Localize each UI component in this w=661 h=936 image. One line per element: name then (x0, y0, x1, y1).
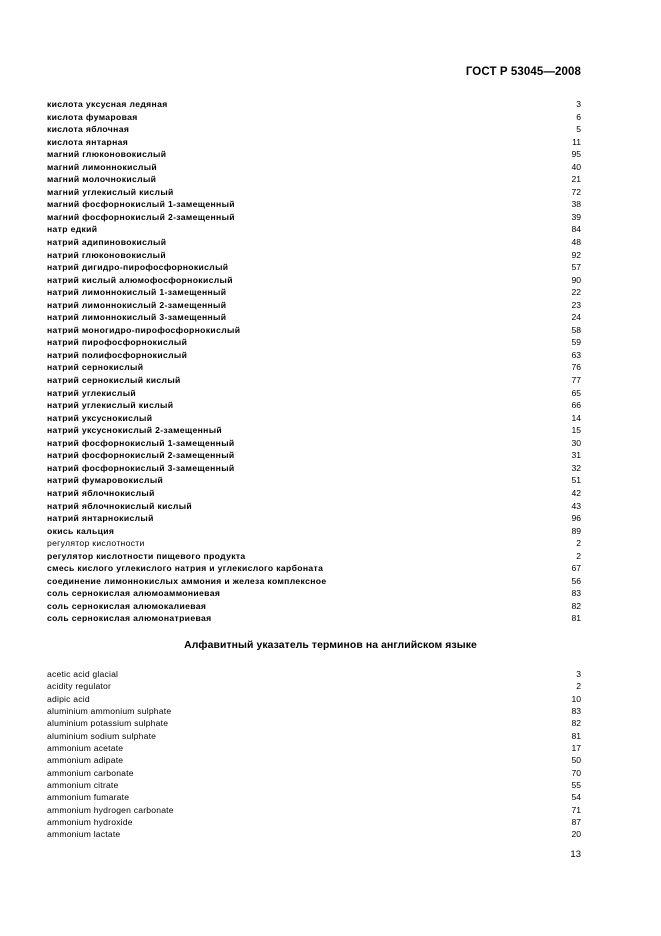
ru-index-term: натрий углекислый кислый (47, 400, 174, 411)
ru-index-page-ref: 95 (571, 149, 581, 160)
ru-index-term: натрий сернокислый кислый (47, 375, 181, 386)
ru-index-row (47, 336, 581, 349)
en-index-term: ammonium citrate (47, 780, 119, 791)
ru-index-term: натрий уксуснокислый (47, 412, 153, 423)
ru-index-row (47, 136, 581, 149)
ru-index-row (47, 512, 581, 525)
ru-index-term: магний лимоннокислый (47, 161, 158, 172)
ru-index-page-ref: 32 (571, 462, 581, 473)
ru-index-row (47, 286, 581, 299)
en-index-row (47, 717, 581, 729)
ru-index-term: соль сернокислая алюмоаммониевая (47, 588, 221, 599)
ru-index-term: натрий адипиновокислый (47, 237, 167, 248)
ru-index-term: натрий фосфорнокислый 2-замещенный (47, 450, 235, 461)
ru-index-term: натрий сернокислый (47, 362, 144, 373)
ru-index-term: натрий яблочнокислый кислый (47, 500, 193, 511)
ru-index-term: натрий моногидро-пирофосфорнокислый (47, 324, 241, 335)
page-number: 13 (570, 849, 581, 860)
ru-index-row (47, 148, 581, 161)
ru-index-page-ref: 38 (571, 199, 581, 210)
english-index-heading: Алфавитный указатель терминов на английском языке (184, 640, 477, 651)
en-index-page-ref: 70 (571, 767, 581, 778)
en-index-term: acidity regulator (47, 681, 112, 692)
en-index-term: aluminium sodium sulphate (47, 730, 157, 741)
ru-index-row (47, 500, 581, 513)
ru-index-page-ref: 90 (571, 274, 581, 285)
ru-index-term: магний фосфорнокислый 2-замещенный (47, 211, 235, 222)
ru-index-term: натр едкий (47, 224, 98, 235)
en-index-page-ref: 81 (571, 730, 581, 741)
ru-index-row (47, 612, 581, 625)
ru-index-term: натрий яблочнокислый (47, 487, 155, 498)
en-index-page-ref: 87 (571, 817, 581, 828)
ru-index-page-ref: 83 (571, 588, 581, 599)
ru-index-page-ref: 3 (576, 99, 581, 109)
ru-index-term: магний фосфорнокислый 1-замещенный (47, 199, 235, 210)
ru-index-row (47, 274, 581, 287)
ru-index-page-ref: 2 (576, 538, 581, 549)
ru-index-row (47, 198, 581, 211)
ru-index-page-ref: 30 (571, 437, 581, 448)
ru-index-page-ref: 42 (571, 487, 581, 498)
en-index-page-ref: 17 (571, 743, 581, 754)
ru-index-row (47, 550, 581, 563)
ru-index-row (47, 399, 581, 412)
ru-index-page-ref: 77 (571, 375, 581, 386)
ru-index-page-ref: 81 (571, 613, 581, 624)
en-index-row (47, 767, 581, 779)
ru-index-page-ref: 82 (571, 600, 581, 611)
ru-index-page-ref: 24 (571, 312, 581, 323)
ru-index-page-ref: 15 (571, 425, 581, 436)
en-index-term: ammonium fumarate (47, 792, 130, 803)
ru-index-page-ref: 56 (571, 575, 581, 586)
ru-index-page-ref: 5 (576, 124, 581, 135)
ru-index-page-ref: 40 (571, 161, 581, 172)
ru-index-page-ref: 57 (571, 262, 581, 273)
ru-index-term: натрий лимоннокислый 2-замещенный (47, 299, 227, 310)
ru-index-page-ref: 23 (571, 299, 581, 310)
ru-index-page-ref: 76 (571, 362, 581, 373)
en-index-term: ammonium hydrogen carbonate (47, 804, 174, 815)
ru-index-row (47, 361, 581, 374)
ru-index-row (47, 424, 581, 437)
ru-index-page-ref: 14 (571, 412, 581, 423)
ru-index-term: натрий фосфорнокислый 1-замещенный (47, 437, 235, 448)
ru-index-page-ref: 43 (571, 500, 581, 511)
en-index-term: acetic acid glacial (47, 669, 119, 679)
ru-index-row (47, 324, 581, 337)
en-index-row (47, 791, 581, 803)
ru-index-term: натрий уксуснокислый 2-замещенный (47, 425, 223, 436)
ru-index-row (47, 211, 581, 224)
ru-index-page-ref: 48 (571, 237, 581, 248)
ru-index-page-ref: 11 (572, 136, 581, 147)
ru-index-term: соль сернокислая алюмокалиевая (47, 600, 207, 611)
document-header: ГОСТ Р 53045—2008 (465, 66, 581, 78)
en-index-row (47, 779, 581, 791)
ru-index-term: регулятор кислотности (47, 538, 145, 549)
ru-index-term: окись кальция (47, 525, 115, 536)
ru-index-row (47, 562, 581, 575)
ru-index-term: магний углекислый кислый (47, 186, 174, 197)
ru-index-term: натрий лимоннокислый 3-замещенный (47, 312, 227, 323)
en-index-row (47, 680, 581, 692)
ru-index-page-ref: 59 (571, 337, 581, 348)
ru-index-term: кислота уксусная ледяная (47, 99, 168, 109)
en-index-row (47, 816, 581, 828)
ru-index-page-ref: 96 (571, 513, 581, 524)
en-index-row (47, 828, 581, 840)
en-index-row (47, 742, 581, 754)
ru-index-page-ref: 66 (571, 400, 581, 411)
ru-index-page-ref: 65 (571, 387, 581, 398)
ru-index-row (47, 249, 581, 262)
en-index-term: adipic acid (47, 693, 90, 704)
ru-index-term: регулятор кислотности пищевого продукта (47, 550, 246, 561)
ru-index-term: соль сернокислая алюмонатриевая (47, 613, 212, 624)
ru-index-row (47, 387, 581, 400)
ru-index-term: натрий кислый алюмофосфорнокислый (47, 274, 233, 285)
ru-index-term: натрий углекислый (47, 387, 137, 398)
en-index-row (47, 693, 581, 705)
ru-index-page-ref: 21 (571, 174, 581, 185)
ru-index-row (47, 600, 581, 613)
ru-index-row (47, 587, 581, 600)
en-index-page-ref: 54 (571, 792, 581, 803)
en-index-term: ammonium lactate (47, 829, 121, 840)
ru-index-page-ref: 22 (571, 287, 581, 298)
en-index-page-ref: 82 (571, 718, 581, 729)
en-index-page-ref: 71 (571, 804, 581, 815)
en-index-page-ref: 83 (571, 706, 581, 717)
ru-index-page-ref: 2 (576, 550, 581, 561)
ru-index-term: магний глюконовокислый (47, 149, 167, 160)
ru-index-term: натрий фумаровокислый (47, 475, 164, 486)
ru-index-row (47, 474, 581, 487)
ru-index-term: магний молочнокислый (47, 174, 157, 185)
en-index-term: aluminium ammonium sulphate (47, 706, 172, 717)
ru-index-row (47, 412, 581, 425)
ru-index-term: натрий пирофосфорнокислый (47, 337, 188, 348)
en-index-row (47, 705, 581, 717)
ru-index-term: натрий янтарнокислый (47, 513, 154, 524)
en-index-row (47, 804, 581, 816)
ru-index-row (47, 223, 581, 236)
ru-index-page-ref: 6 (576, 111, 581, 122)
ru-index-term: натрий фосфорнокислый 3-замещенный (47, 462, 235, 473)
en-index-page-ref: 2 (576, 681, 581, 692)
ru-index-page-ref: 92 (571, 249, 581, 260)
ru-index-page-ref: 39 (571, 211, 581, 222)
ru-index-row (47, 575, 581, 588)
ru-index-page-ref: 31 (571, 450, 581, 461)
ru-index-term: натрий лимоннокислый 1-замещенный (47, 287, 227, 298)
ru-index-page-ref: 84 (571, 224, 581, 235)
ru-index-row (47, 98, 581, 111)
en-index-page-ref: 50 (571, 755, 581, 766)
ru-index-term: натрий дигидро-пирофосфорнокислый (47, 262, 229, 273)
ru-index-row (47, 261, 581, 274)
ru-index-term: натрий глюконовокислый (47, 249, 166, 260)
ru-index-row (47, 537, 581, 550)
ru-index-term: кислота янтарная (47, 136, 129, 147)
en-index-page-ref: 55 (571, 780, 581, 791)
ru-index-row (47, 299, 581, 312)
en-index-page-ref: 10 (571, 693, 581, 704)
ru-index-row (47, 236, 581, 249)
ru-index-page-ref: 72 (571, 186, 581, 197)
ru-index-row (47, 111, 581, 124)
ru-index-row (47, 449, 581, 462)
en-index-term: aluminium potassium sulphate (47, 718, 169, 729)
ru-index-row (47, 311, 581, 324)
english-term-index (47, 668, 581, 841)
en-index-row (47, 754, 581, 766)
en-index-term: ammonium acetate (47, 743, 124, 754)
ru-index-row (47, 349, 581, 362)
ru-index-row (47, 487, 581, 500)
ru-index-term: натрий полифосфорнокислый (47, 349, 188, 360)
en-index-term: ammonium hydroxide (47, 817, 133, 828)
ru-index-page-ref: 51 (571, 475, 581, 486)
ru-index-row (47, 123, 581, 136)
ru-index-row (47, 161, 581, 174)
ru-index-term: кислота яблочная (47, 124, 130, 135)
en-index-row (47, 730, 581, 742)
en-index-page-ref: 3 (576, 669, 581, 679)
ru-index-term: смесь кислого углекислого натрия и углекислого карбоната (47, 563, 324, 574)
ru-index-row (47, 525, 581, 538)
ru-index-page-ref: 89 (571, 525, 581, 536)
ru-index-row (47, 462, 581, 475)
en-index-page-ref: 20 (571, 829, 581, 840)
en-index-term: ammonium adipate (47, 755, 124, 766)
ru-index-page-ref: 63 (571, 349, 581, 360)
ru-index-row (47, 186, 581, 199)
en-index-row (47, 668, 581, 680)
ru-index-row (47, 374, 581, 387)
ru-index-row (47, 437, 581, 450)
ru-index-term: соединение лимоннокислых аммония и железа комплексное (47, 575, 327, 586)
ru-index-page-ref: 67 (571, 563, 581, 574)
ru-index-term: кислота фумаровая (47, 111, 138, 122)
ru-index-row (47, 173, 581, 186)
russian-term-index (47, 98, 581, 625)
en-index-term: ammonium carbonate (47, 767, 134, 778)
ru-index-page-ref: 58 (571, 324, 581, 335)
